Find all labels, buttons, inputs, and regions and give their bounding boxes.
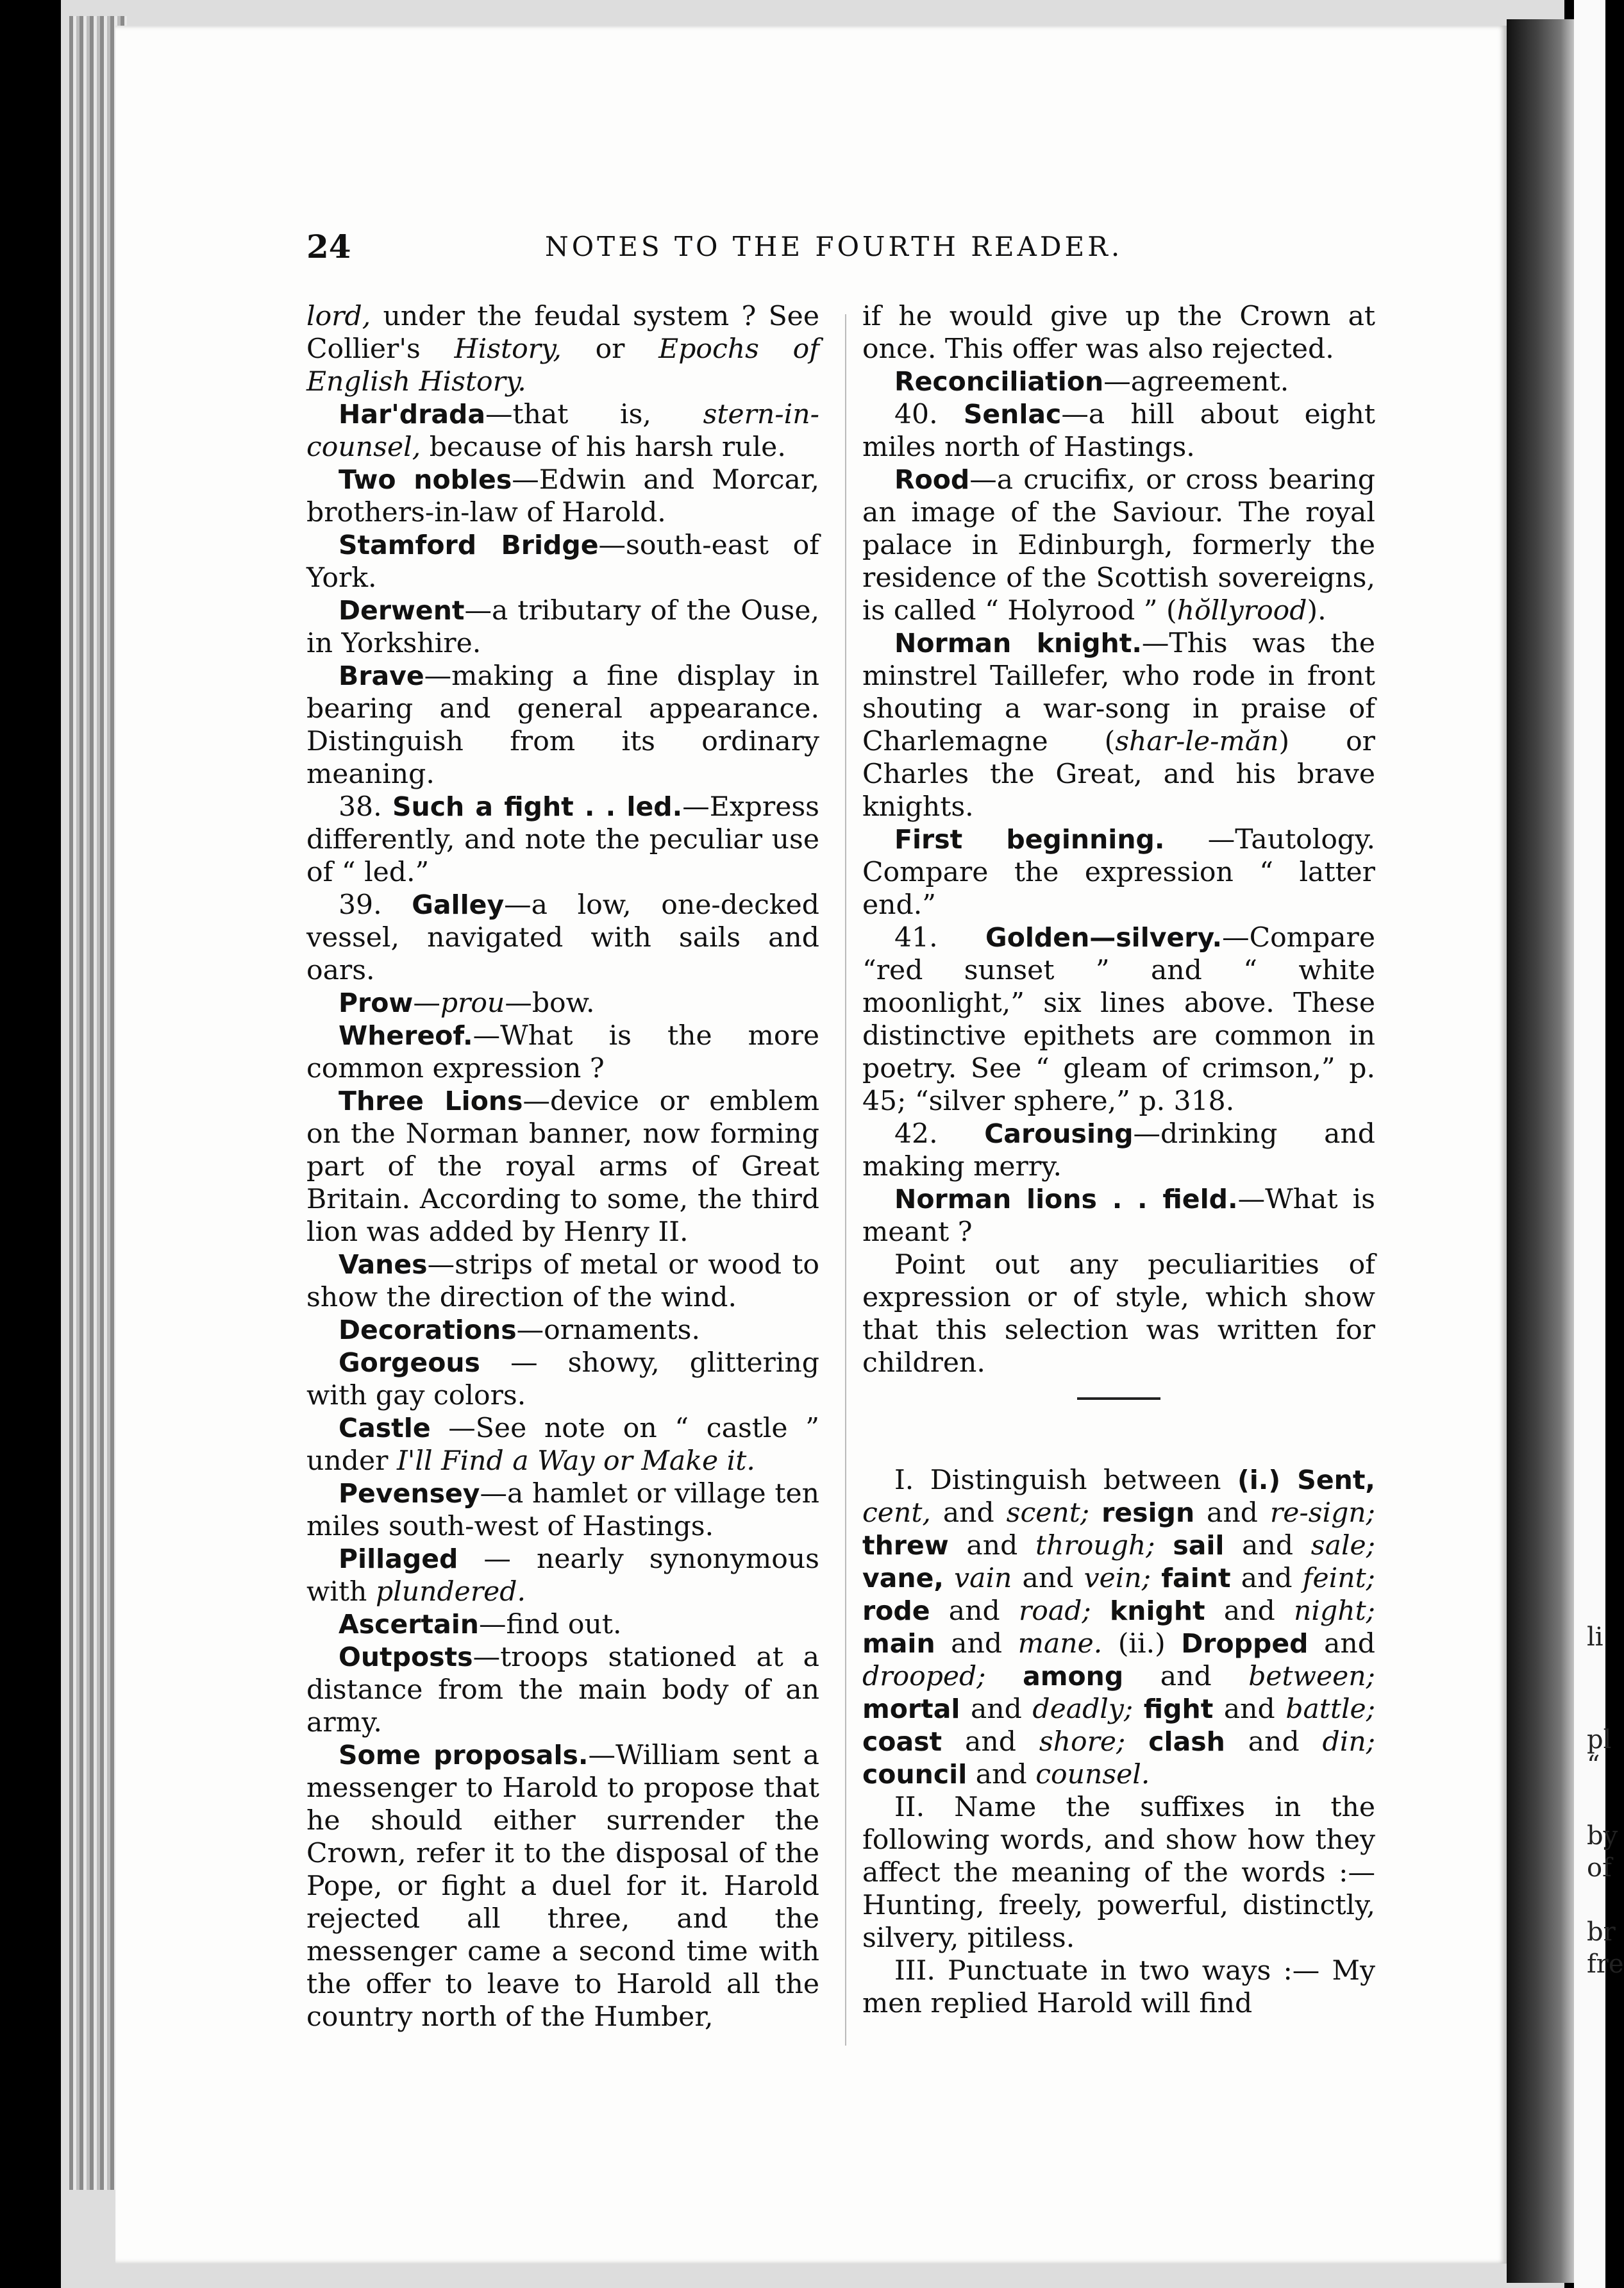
note-paragraph: [306, 889, 819, 987]
page-gutter: [1507, 19, 1584, 2283]
note-text: —a tributary of the Ouse, in Yorkshire.: [306, 595, 819, 659]
note-text: —south-east of York.: [306, 530, 819, 594]
note-keyword: knight: [1109, 1595, 1205, 1626]
note-text: [986, 1661, 1023, 1692]
note-text: and: [1308, 1628, 1375, 1660]
note-text: and: [1123, 1661, 1249, 1692]
note-keyword: Norman lions . . field.: [894, 1184, 1238, 1215]
note-paragraph: [306, 1085, 819, 1249]
note-keyword: Outposts: [339, 1642, 473, 1672]
italic-text: re-sign;: [1269, 1497, 1376, 1529]
note-text: and: [948, 1530, 1035, 1561]
note-text: — showy, glittering with gay colors.: [306, 1347, 819, 1411]
next-page-fragment: br: [1587, 1917, 1616, 1947]
right-column: [862, 300, 1375, 2020]
italic-text: sale;: [1310, 1530, 1376, 1561]
note-paragraph: [306, 660, 819, 791]
note-text: —that is,: [485, 399, 703, 430]
note-text: —drinking and making merry.: [862, 1118, 1375, 1182]
note-keyword: Prow: [339, 988, 414, 1018]
note-text: —a hamlet or village ten miles south-west of Hastings.: [306, 1478, 819, 1542]
italic-text: shar-le-măn: [1115, 726, 1279, 757]
next-page-fragment: fre: [1587, 1949, 1624, 1979]
note-keyword: fight: [1143, 1694, 1214, 1724]
note-keyword: main: [862, 1628, 935, 1659]
note-text: —This was the minstrel Taillefer, who rode in front shouting a war-song in praise of Charlemagne (: [862, 628, 1375, 757]
note-text: —See note on “ castle ” under: [306, 1413, 819, 1477]
note-text: and: [1230, 1563, 1303, 1594]
note-text: ).: [1307, 595, 1327, 627]
note-paragraph: [306, 791, 819, 889]
section-rule: [1077, 1397, 1160, 1400]
note-text: III. Punctuate in two ways :— My men replied Harold will find: [862, 1955, 1375, 2019]
note-keyword: Carousing: [984, 1118, 1134, 1149]
note-paragraph: [862, 823, 1375, 921]
note-keyword: Dropped: [1181, 1628, 1309, 1659]
note-text: [1089, 1497, 1101, 1529]
note-keyword: Rood: [894, 464, 970, 495]
italic-text: I'll Find a Way or Make it.: [396, 1445, 755, 1477]
note-text: under the feudal system ? See Collier's: [306, 301, 819, 365]
note-text: —Express differently, and note the peculiar use of “ led.”: [306, 791, 819, 888]
note-keyword: Gorgeous: [339, 1347, 480, 1378]
note-keyword: clash: [1148, 1726, 1225, 1757]
note-text: [1151, 1563, 1161, 1594]
note-keyword: Castle: [339, 1413, 431, 1443]
note-text: 40.: [894, 399, 964, 430]
italic-text: feint;: [1302, 1563, 1375, 1594]
italic-text: through;: [1035, 1530, 1155, 1561]
note-paragraph: [306, 1477, 819, 1543]
note-text: —making a fine display in bearing and general appearance. Distinguish from its ordinary meaning.: [306, 660, 819, 790]
note-text: Point out any peculiarities of expression or of style, which show that this selection was written for children.: [862, 1249, 1375, 1379]
note-text: 41.: [894, 922, 986, 954]
note-text: and: [1224, 1530, 1311, 1561]
note-text: and: [967, 1759, 1036, 1790]
note-text: —find out.: [478, 1609, 622, 1640]
note-paragraph: [306, 594, 819, 660]
note-keyword: sail: [1173, 1530, 1225, 1561]
running-head: NOTES TO THE FOURTH READER.: [545, 231, 1123, 262]
note-text: —ornaments.: [516, 1315, 700, 1346]
note-keyword: Three Lions: [339, 1086, 523, 1116]
note-text: and: [960, 1694, 1033, 1725]
note-paragraph: [862, 1183, 1375, 1249]
note-paragraph: [862, 366, 1375, 398]
note-text: —agreement.: [1103, 366, 1289, 398]
italic-text: battle;: [1285, 1694, 1376, 1725]
note-keyword: Pillaged: [339, 1544, 458, 1574]
note-text: or: [561, 333, 659, 365]
note-paragraph: [862, 398, 1375, 464]
note-text: II. Name the suffixes in the following words, and show how they affect the meaning of the words :— Hunting, freely, powerful, distinctly, silvery, pitiless.: [862, 1792, 1375, 1954]
note-text: —: [413, 988, 440, 1019]
note-text: [1091, 1595, 1110, 1627]
note-keyword: Norman knight.: [894, 628, 1142, 659]
italic-text: night;: [1294, 1595, 1375, 1627]
note-text: —Edwin and Morcar, brothers-in-law of Harold.: [306, 464, 819, 528]
italic-text: din;: [1322, 1726, 1376, 1758]
note-text: [944, 1563, 954, 1594]
note-paragraph: [306, 1347, 819, 1412]
note-text: I. Distinguish between: [894, 1465, 1237, 1496]
note-paragraph: [306, 1020, 819, 1085]
note-keyword: Reconciliation: [894, 366, 1104, 397]
note-paragraph: [306, 1641, 819, 1739]
note-text: and: [1194, 1497, 1270, 1529]
note-text: (ii.): [1102, 1628, 1182, 1660]
note-text: [1125, 1726, 1148, 1758]
note-keyword: Ascertain: [339, 1609, 479, 1640]
next-page-fragment: li: [1587, 1622, 1603, 1652]
note-paragraph: [862, 1955, 1375, 2020]
note-text: —device or emblem on the Norman banner, now forming part of the royal arms of Great Britain. According to some, the third lion was added by Henry II.: [306, 1086, 819, 1248]
italic-text: counsel.: [1035, 1759, 1150, 1790]
note-paragraph: [306, 300, 819, 398]
note-paragraph: [862, 1118, 1375, 1183]
note-keyword: among: [1023, 1661, 1124, 1692]
left-column: [306, 300, 819, 2033]
italic-text: vein;: [1084, 1563, 1151, 1594]
note-text: —a crucifix, or cross bearing an image of the Saviour. The royal palace in Edinburgh, formerly the residence of the Scottish sovereigns, is called “ Holyrood ” (: [862, 464, 1375, 627]
note-keyword: mortal: [862, 1694, 960, 1724]
note-text: 38.: [339, 791, 392, 823]
italic-text: History,: [454, 333, 562, 365]
note-text: —a low, one-decked vessel, navigated with sails and oars.: [306, 889, 819, 986]
note-keyword: (i.) Sent,: [1237, 1465, 1375, 1495]
note-paragraph: [862, 921, 1375, 1118]
italic-text: shore;: [1039, 1726, 1126, 1758]
note-keyword: vane,: [862, 1563, 944, 1594]
next-page-fragment: of: [1587, 1853, 1612, 1883]
note-keyword: resign: [1101, 1497, 1195, 1528]
note-keyword: First beginning.: [894, 824, 1165, 855]
note-keyword: Derwent: [339, 595, 465, 626]
note-keyword: Galley: [412, 889, 505, 920]
note-text: —Compare “red sunset ” and “ white moonlight,” six lines above. These distinctive epithets are common in poetry. See “ gleam of crimson,” p. 45; “silver sphere,” p. 318.: [862, 922, 1375, 1117]
note-paragraph: [862, 464, 1375, 627]
note-keyword: Golden—silvery.: [985, 922, 1223, 953]
note-text: if he would give up the Crown at once. This offer was also rejected.: [862, 301, 1375, 365]
note-paragraph: [862, 1464, 1375, 1791]
note-text: and: [930, 1497, 1007, 1529]
note-text: and: [1205, 1595, 1294, 1627]
note-text: — nearly synonymous with: [306, 1544, 819, 1608]
note-text: ) or Charles the Great, and his brave knights.: [862, 726, 1375, 823]
note-paragraph: [862, 300, 1375, 366]
note-text: —bow.: [505, 988, 595, 1019]
note-text: [1155, 1530, 1173, 1561]
note-paragraph: [862, 1249, 1375, 1379]
italic-text: drooped;: [862, 1661, 986, 1692]
note-text: 42.: [894, 1118, 985, 1150]
note-text: [1133, 1694, 1144, 1725]
note-paragraph: [862, 627, 1375, 823]
note-keyword: faint: [1161, 1563, 1231, 1594]
italic-text: prou: [440, 988, 505, 1019]
note-text: —a hill about eight miles north of Hastings.: [862, 399, 1375, 463]
page-number: 24: [306, 228, 351, 265]
note-text: and: [930, 1595, 1019, 1627]
next-page-fragment: “: [1587, 1751, 1600, 1780]
note-paragraph: [306, 987, 819, 1020]
italic-text: hŏllyrood: [1176, 595, 1307, 627]
note-paragraph: [306, 1249, 819, 1314]
italic-text: stern-in-counsel,: [306, 399, 819, 463]
note-text: 39.: [339, 889, 412, 921]
note-text: and: [1225, 1726, 1323, 1758]
note-text: —strips of metal or wood to show the direction of the wind.: [306, 1249, 819, 1313]
italic-text: mane.: [1017, 1628, 1103, 1660]
note-keyword: Stamford Bridge: [339, 530, 599, 560]
note-text: and: [1012, 1563, 1084, 1594]
next-page-fragment: by: [1587, 1821, 1618, 1851]
note-keyword: Senlac: [963, 399, 1062, 430]
note-keyword: Two nobles: [339, 464, 512, 495]
note-keyword: Some proposals.: [339, 1740, 589, 1771]
note-text: and: [935, 1628, 1018, 1660]
note-text: and: [942, 1726, 1039, 1758]
note-paragraph: [306, 1739, 819, 2033]
italic-text: lord,: [306, 301, 371, 332]
italic-text: Epochs of English History.: [306, 333, 819, 398]
italic-text: plundered.: [375, 1576, 526, 1608]
note-keyword: Whereof.: [339, 1020, 473, 1051]
note-text: and: [1213, 1694, 1286, 1725]
note-keyword: threw: [862, 1530, 949, 1561]
note-paragraph: [306, 1314, 819, 1347]
note-paragraph: [306, 529, 819, 594]
note-text: —Tautology. Compare the expression “ latter end.”: [862, 824, 1375, 921]
note-text: —troops stationed at a distance from the main body of an army.: [306, 1642, 819, 1738]
note-keyword: Brave: [339, 660, 424, 691]
note-paragraph: [862, 1791, 1375, 1955]
note-keyword: Decorations: [339, 1315, 517, 1345]
column-divider: [845, 314, 846, 2046]
note-text: —What is meant ?: [862, 1184, 1375, 1248]
italic-text: vain: [954, 1563, 1012, 1594]
note-keyword: council: [862, 1759, 967, 1790]
next-page-fragment: pl: [1587, 1725, 1612, 1754]
note-paragraph: [306, 464, 819, 529]
note-paragraph: [306, 398, 819, 464]
note-keyword: coast: [862, 1726, 942, 1757]
note-keyword: Pevensey: [339, 1478, 480, 1509]
note-keyword: rode: [862, 1595, 930, 1626]
italic-text: cent,: [862, 1497, 931, 1529]
italic-text: road;: [1018, 1595, 1091, 1627]
italic-text: scent;: [1006, 1497, 1090, 1529]
note-text: because of his harsh rule.: [421, 432, 786, 463]
note-paragraph: [306, 1412, 819, 1477]
note-paragraph: [306, 1543, 819, 1608]
note-keyword: Vanes: [339, 1249, 428, 1280]
note-text: —William sent a messenger to Harold to propose that he should either surrender the Crown, refer it to the disposal of the Pope, or fight a duel for it. Harold rejected all three, and the messenger came a second time with the offer to leave to Harold all the country north of the Humber,: [306, 1740, 819, 2033]
italic-text: between;: [1248, 1661, 1375, 1692]
note-keyword: Har'drada: [339, 399, 486, 430]
note-paragraph: [306, 1608, 819, 1641]
italic-text: deadly;: [1032, 1694, 1134, 1725]
note-keyword: Such a fight . . led.: [392, 791, 683, 822]
next-page-edge: [1574, 0, 1624, 2288]
note-text: —What is the more common expression ?: [306, 1020, 819, 1084]
